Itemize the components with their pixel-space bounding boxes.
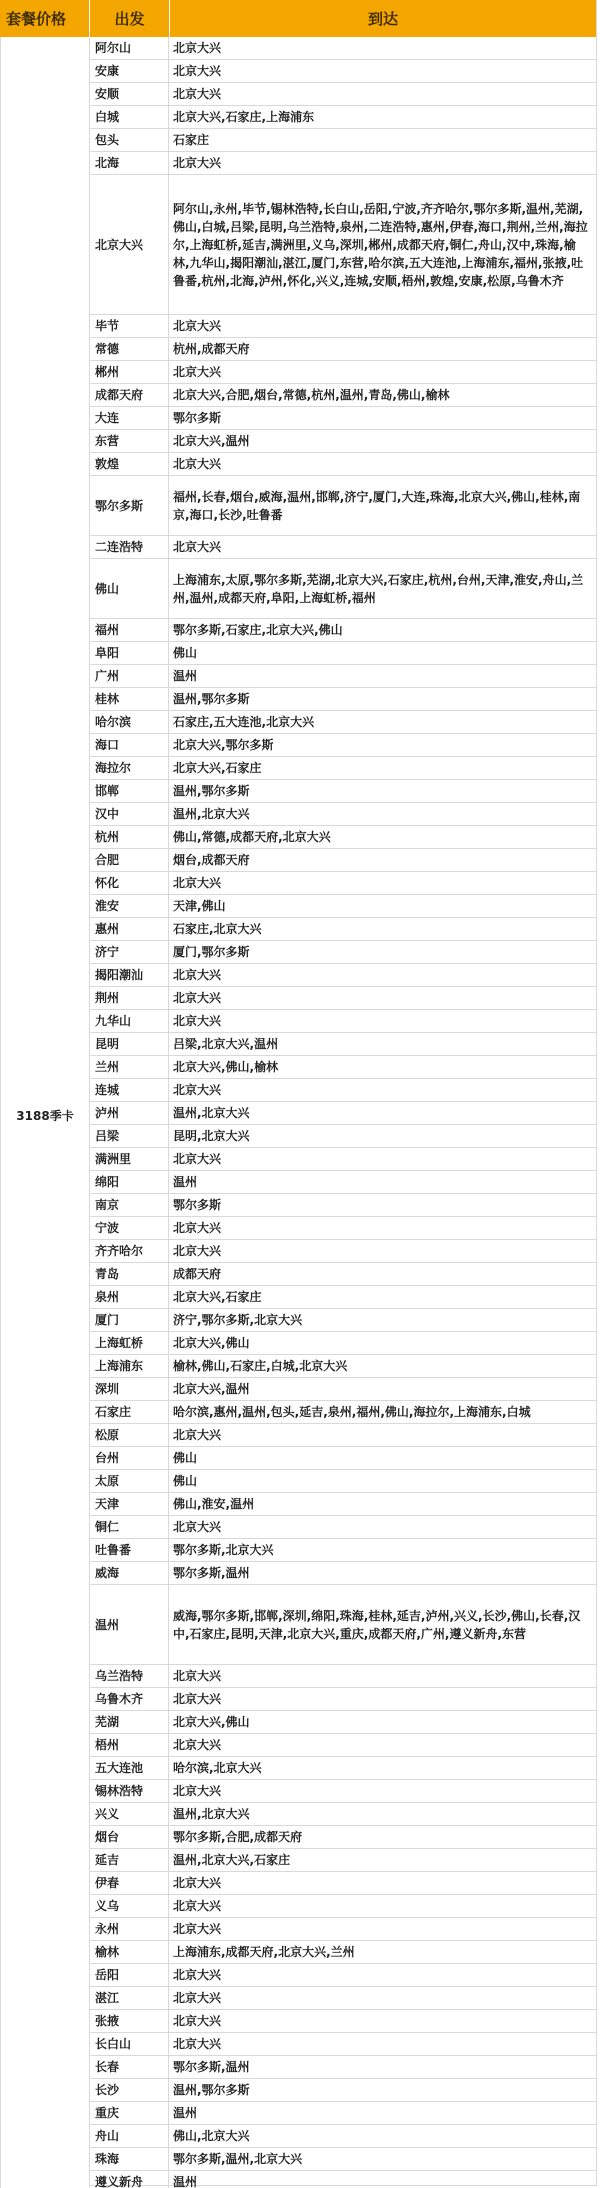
arrival-cities: 石家庄,北京大兴 (173, 922, 262, 936)
departure-city: 郴州 (90, 361, 169, 383)
table-row (90, 918, 596, 941)
arrival-cities: 济宁,鄂尔多斯,北京大兴 (173, 1313, 303, 1327)
arrival-cities: 佛山 (173, 646, 198, 660)
departure-city: 荆州 (90, 987, 169, 1009)
table-row (90, 987, 596, 1010)
departure-city: 遵义新舟 (90, 2171, 169, 2188)
departure-city: 泉州 (90, 1286, 169, 1308)
arrival-cities: 北京大兴 (173, 540, 222, 554)
departure-city: 兰州 (90, 1056, 169, 1078)
table-row (90, 315, 596, 338)
arrival-cities: 昆明,北京大兴 (173, 1129, 250, 1143)
table-row (90, 1056, 596, 1079)
arrival-cities: 鄂尔多斯,合肥,成都天府 (173, 1830, 303, 1844)
table-row (90, 1102, 596, 1125)
table-row (90, 1711, 596, 1734)
arrival-cities: 北京大兴 (173, 1014, 222, 1028)
table-row (90, 1470, 596, 1493)
departure-city: 敦煌 (90, 453, 169, 475)
departure-city: 温州 (90, 1585, 169, 1664)
departure-city: 绵阳 (90, 1171, 169, 1193)
arrival-cities: 北京大兴,石家庄 (173, 761, 262, 775)
route-rows (90, 37, 596, 2188)
arrival-cities: 北京大兴 (173, 1922, 222, 1936)
departure-city: 吕梁 (90, 1125, 169, 1147)
price-cell: 3188季卡 (0, 37, 90, 2188)
table-row (90, 964, 596, 987)
arrival-cities: 上海浦东,成都天府,北京大兴,兰州 (173, 1945, 355, 1959)
arrival-cities: 北京大兴 (173, 968, 222, 982)
table-row (90, 2033, 596, 2056)
arrival-cities: 鄂尔多斯 (173, 1198, 222, 1212)
arrival-cities: 北京大兴 (173, 87, 222, 101)
arrival-cities: 石家庄 (173, 133, 210, 147)
arrival-cities: 北京大兴,佛山 (173, 1715, 250, 1729)
table-row (90, 1401, 596, 1424)
departure-city: 毕节 (90, 315, 169, 337)
departure-city: 厦门 (90, 1309, 169, 1331)
arrival-cities: 北京大兴 (173, 1968, 222, 1982)
arrival-cities: 佛山 (173, 1451, 198, 1465)
table-row (90, 872, 596, 895)
arrival-cities: 鄂尔多斯,温州 (173, 1566, 250, 1580)
table-row (90, 559, 596, 619)
arrival-cities: 北京大兴 (173, 156, 222, 170)
arrival-cities: 北京大兴,温州 (173, 434, 250, 448)
departure-city: 邯郸 (90, 780, 169, 802)
arrival-cities: 北京大兴 (173, 1876, 222, 1890)
arrival-cities: 哈尔滨,惠州,温州,包头,延吉,泉州,福州,佛山,海拉尔,上海浦东,白城 (173, 1405, 531, 1419)
arrival-cities: 佛山,淮安,温州 (173, 1497, 255, 1511)
table-row (90, 780, 596, 803)
departure-city: 上海虹桥 (90, 1332, 169, 1354)
table-row (90, 129, 596, 152)
table-row (90, 1849, 596, 1872)
table-row (90, 1665, 596, 1688)
table-row (90, 430, 596, 453)
departure-city: 哈尔滨 (90, 711, 169, 733)
table-row (90, 642, 596, 665)
arrival-cities: 北京大兴,佛山,榆林 (173, 1060, 279, 1074)
table-row (90, 757, 596, 780)
arrival-cities: 北京大兴 (173, 1520, 222, 1534)
departure-city: 北京大兴 (90, 175, 169, 314)
departure-city: 昆明 (90, 1033, 169, 1055)
departure-city: 惠州 (90, 918, 169, 940)
departure-city: 深圳 (90, 1378, 169, 1400)
table-row (90, 1148, 596, 1171)
departure-city: 上海浦东 (90, 1355, 169, 1377)
table-row (90, 2056, 596, 2079)
departure-city: 芜湖 (90, 1711, 169, 1733)
arrival-cities: 佛山 (173, 1474, 198, 1488)
arrival-cities: 温州,北京大兴 (173, 1807, 250, 1821)
departure-city: 松原 (90, 1424, 169, 1446)
table-row (90, 1757, 596, 1780)
table-row (90, 1171, 596, 1194)
departure-city: 乌兰浩特 (90, 1665, 169, 1687)
arrival-cities: 温州,鄂尔多斯 (173, 2083, 250, 2097)
table-row (90, 1125, 596, 1148)
departure-city: 齐齐哈尔 (90, 1240, 169, 1262)
departure-city: 揭阳潮汕 (90, 964, 169, 986)
arrival-cities: 温州,北京大兴 (173, 807, 250, 821)
arrival-cities: 佛山,常德,成都天府,北京大兴 (173, 830, 331, 844)
departure-city: 青岛 (90, 1263, 169, 1285)
departure-city: 烟台 (90, 1826, 169, 1848)
departure-city: 怀化 (90, 872, 169, 894)
table-row (90, 536, 596, 559)
table-row (90, 1964, 596, 1987)
arrival-cities: 榆林,佛山,石家庄,白城,北京大兴 (173, 1359, 348, 1373)
table-row (90, 338, 596, 361)
table-row (90, 665, 596, 688)
table-row (90, 1493, 596, 1516)
departure-city: 满洲里 (90, 1148, 169, 1170)
arrival-cities: 北京大兴 (173, 1692, 222, 1706)
arrival-cities: 北京大兴 (173, 1784, 222, 1798)
departure-city: 合肥 (90, 849, 169, 871)
arrival-cities: 北京大兴 (173, 1669, 222, 1683)
table-row (90, 1217, 596, 1240)
arrival-cities: 阿尔山,永州,毕节,锡林浩特,长白山,岳阳,宁波,齐齐哈尔,鄂尔多斯,温州,芜湖,佛山,白城,吕梁,昆明,乌兰浩特,泉州,二连浩特,惠州,伊春,海口,荆州,兰州,海拉尔,上海虹桥,延吉,满洲里,义乌,深圳,郴州,成都天府,铜仁,舟山,汉中,珠海,榆林,九华山,揭阳潮汕,湛江,厦门,东营,哈尔滨,五大连池,上海浦东,福州,张掖,吐鲁番,杭州,北海,泸州,怀化,兴义,连城,安顺,梧州,敦煌,安康,松原,乌鲁木齐 (173, 201, 588, 288)
departure-city: 榆林 (90, 1941, 169, 1963)
arrival-cities: 北京大兴,温州 (173, 1382, 250, 1396)
departure-city: 济宁 (90, 941, 169, 963)
arrival-cities: 温州 (173, 2106, 198, 2120)
table-row (90, 60, 596, 83)
arrival-cities: 北京大兴 (173, 1244, 222, 1258)
table-row (90, 1585, 596, 1665)
departure-city: 台州 (90, 1447, 169, 1469)
arrival-cities: 北京大兴 (173, 365, 222, 379)
table-row (90, 2010, 596, 2033)
departure-city: 伊春 (90, 1872, 169, 1894)
arrival-cities: 佛山,北京大兴 (173, 2129, 250, 2143)
table-row (90, 1240, 596, 1263)
table-row (90, 941, 596, 964)
table-row (90, 453, 596, 476)
arrival-cities: 鄂尔多斯,温州 (173, 2060, 250, 2074)
departure-city: 二连浩特 (90, 536, 169, 558)
departure-city: 阜阳 (90, 642, 169, 664)
table-row (90, 688, 596, 711)
table-row (90, 2125, 596, 2148)
arrival-cities: 杭州,成都天府 (173, 342, 250, 356)
departure-city: 南京 (90, 1194, 169, 1216)
departure-city: 海拉尔 (90, 757, 169, 779)
header-arrival: 到达 (170, 0, 596, 37)
departure-city: 安康 (90, 60, 169, 82)
arrival-cities: 鄂尔多斯,石家庄,北京大兴,佛山 (173, 623, 343, 637)
table-row (90, 2148, 596, 2171)
departure-city: 锡林浩特 (90, 1780, 169, 1802)
arrival-cities: 北京大兴 (173, 1083, 222, 1097)
arrival-cities: 鄂尔多斯,北京大兴 (173, 1543, 274, 1557)
arrival-cities: 温州,北京大兴,石家庄 (173, 1853, 291, 1867)
arrival-cities: 石家庄,五大连池,北京大兴 (173, 715, 315, 729)
table-row (90, 1895, 596, 1918)
table-row (90, 734, 596, 757)
departure-city: 长白山 (90, 2033, 169, 2055)
departure-city: 永州 (90, 1918, 169, 1940)
departure-city: 长沙 (90, 2079, 169, 2101)
table-row (90, 1941, 596, 1964)
departure-city: 福州 (90, 619, 169, 641)
departure-city: 五大连池 (90, 1757, 169, 1779)
arrival-cities: 烟台,成都天府 (173, 853, 250, 867)
departure-city: 广州 (90, 665, 169, 687)
departure-city: 阿尔山 (90, 37, 169, 59)
departure-city: 岳阳 (90, 1964, 169, 1986)
table-row (90, 2079, 596, 2102)
table-row (90, 849, 596, 872)
table-row (90, 1355, 596, 1378)
table-row (90, 1378, 596, 1401)
table-row (90, 1194, 596, 1217)
table-row (90, 1309, 596, 1332)
table-row (90, 1688, 596, 1711)
arrival-cities: 哈尔滨,北京大兴 (173, 1761, 262, 1775)
departure-city: 石家庄 (90, 1401, 169, 1423)
departure-city: 鄂尔多斯 (90, 476, 169, 535)
table-row (90, 711, 596, 734)
departure-city: 太原 (90, 1470, 169, 1492)
arrival-cities: 北京大兴,石家庄 (173, 1290, 262, 1304)
departure-city: 义乌 (90, 1895, 169, 1917)
table-row (90, 1447, 596, 1470)
arrival-cities: 鄂尔多斯,温州,北京大兴 (173, 2152, 303, 2166)
arrival-cities: 北京大兴 (173, 2037, 222, 2051)
table-row (90, 1734, 596, 1757)
departure-city: 湛江 (90, 1987, 169, 2009)
table-row (90, 1803, 596, 1826)
arrival-cities: 上海浦东,太原,鄂尔多斯,芜湖,北京大兴,石家庄,杭州,台州,天津,淮安,舟山,兰州,温州,成都天府,阜阳,上海虹桥,福州 (173, 572, 584, 605)
table-row (90, 895, 596, 918)
arrival-cities: 北京大兴 (173, 1221, 222, 1235)
arrival-cities: 北京大兴 (173, 1899, 222, 1913)
departure-city: 连城 (90, 1079, 169, 1101)
arrival-cities: 北京大兴 (173, 319, 222, 333)
arrival-cities: 北京大兴,合肥,烟台,常德,杭州,温州,青岛,佛山,榆林 (173, 388, 450, 402)
departure-city: 威海 (90, 1562, 169, 1584)
departure-city: 兴义 (90, 1803, 169, 1825)
table-row (90, 1987, 596, 2010)
table-row (90, 175, 596, 315)
arrival-cities: 成都天府 (173, 1267, 222, 1281)
departure-city: 吐鲁番 (90, 1539, 169, 1561)
arrival-cities: 北京大兴 (173, 2014, 222, 2028)
departure-city: 北海 (90, 152, 169, 174)
departure-city: 大连 (90, 407, 169, 429)
arrival-cities: 温州,鄂尔多斯 (173, 692, 250, 706)
table-row (90, 1780, 596, 1803)
departure-city: 长春 (90, 2056, 169, 2078)
table-row (90, 1332, 596, 1355)
table-row (90, 1079, 596, 1102)
table-row (90, 407, 596, 430)
arrival-cities: 北京大兴 (173, 41, 222, 55)
departure-city: 泸州 (90, 1102, 169, 1124)
arrival-cities: 厦门,鄂尔多斯 (173, 945, 250, 959)
arrival-cities: 鄂尔多斯 (173, 411, 222, 425)
departure-city: 九华山 (90, 1010, 169, 1032)
departure-city: 成都天府 (90, 384, 169, 406)
arrival-cities: 北京大兴 (173, 457, 222, 471)
departure-city: 包头 (90, 129, 169, 151)
departure-city: 淮安 (90, 895, 169, 917)
departure-city: 舟山 (90, 2125, 169, 2147)
arrival-cities: 北京大兴 (173, 1428, 222, 1442)
table-row (90, 1010, 596, 1033)
header-price: 套餐价格 (0, 0, 90, 37)
table-row (90, 1562, 596, 1585)
departure-city: 白城 (90, 106, 169, 128)
table-row (90, 826, 596, 849)
arrival-cities: 威海,鄂尔多斯,邯郸,深圳,绵阳,珠海,桂林,延吉,泸州,兴义,长沙,佛山,长春,汉中,石家庄,昆明,天津,北京大兴,重庆,成都天府,广州,遵义新舟,东营 (173, 1608, 581, 1641)
arrival-cities: 北京大兴 (173, 1738, 222, 1752)
arrival-cities: 温州 (173, 2175, 198, 2188)
arrival-cities: 吕梁,北京大兴,温州 (173, 1037, 279, 1051)
arrival-cities: 北京大兴 (173, 876, 222, 890)
departure-city: 杭州 (90, 826, 169, 848)
table-row (90, 1539, 596, 1562)
table-row (90, 1286, 596, 1309)
departure-city: 安顺 (90, 83, 169, 105)
table-row (90, 1826, 596, 1849)
departure-city: 桂林 (90, 688, 169, 710)
table-row (90, 1918, 596, 1941)
departure-city: 延吉 (90, 1849, 169, 1871)
table-row (90, 803, 596, 826)
table-row (90, 83, 596, 106)
departure-city: 汉中 (90, 803, 169, 825)
departure-city: 天津 (90, 1493, 169, 1515)
departure-city: 珠海 (90, 2148, 169, 2170)
table-row (90, 2171, 596, 2188)
arrival-cities: 温州 (173, 669, 198, 683)
departure-city: 常德 (90, 338, 169, 360)
table-row (90, 476, 596, 536)
departure-city: 梧州 (90, 1734, 169, 1756)
table-row (90, 361, 596, 384)
table-row (90, 1263, 596, 1286)
arrival-cities: 温州,鄂尔多斯 (173, 784, 250, 798)
departure-city: 重庆 (90, 2102, 169, 2124)
table-row (90, 1872, 596, 1895)
departure-city: 东营 (90, 430, 169, 452)
table-row (90, 1424, 596, 1447)
departure-city: 铜仁 (90, 1516, 169, 1538)
arrival-cities: 福州,长春,烟台,威海,温州,邯郸,济宁,厦门,大连,珠海,北京大兴,佛山,桂林,南京,海口,长沙,吐鲁番 (173, 489, 581, 522)
departure-city: 佛山 (90, 559, 169, 618)
arrival-cities: 北京大兴 (173, 991, 222, 1005)
table-row (90, 619, 596, 642)
arrival-cities: 北京大兴 (173, 64, 222, 78)
table-row (90, 1033, 596, 1056)
arrival-cities: 北京大兴 (173, 1152, 222, 1166)
header-departure: 出发 (90, 0, 170, 37)
table-row (90, 1516, 596, 1539)
arrival-cities: 北京大兴,佛山 (173, 1336, 250, 1350)
arrival-cities: 天津,佛山 (173, 899, 226, 913)
departure-city: 乌鲁木齐 (90, 1688, 169, 1710)
arrival-cities: 温州 (173, 1175, 198, 1189)
arrival-cities: 温州,北京大兴 (173, 1106, 250, 1120)
table-row (90, 37, 596, 60)
table-row (90, 384, 596, 407)
departure-city: 海口 (90, 734, 169, 756)
table-row (90, 106, 596, 129)
departure-city: 张掖 (90, 2010, 169, 2032)
table-row (90, 152, 596, 175)
table-row (90, 2102, 596, 2125)
arrival-cities: 北京大兴,鄂尔多斯 (173, 738, 274, 752)
arrival-cities: 北京大兴 (173, 1991, 222, 2005)
arrival-cities: 北京大兴,石家庄,上海浦东 (173, 110, 315, 124)
departure-city: 宁波 (90, 1217, 169, 1239)
